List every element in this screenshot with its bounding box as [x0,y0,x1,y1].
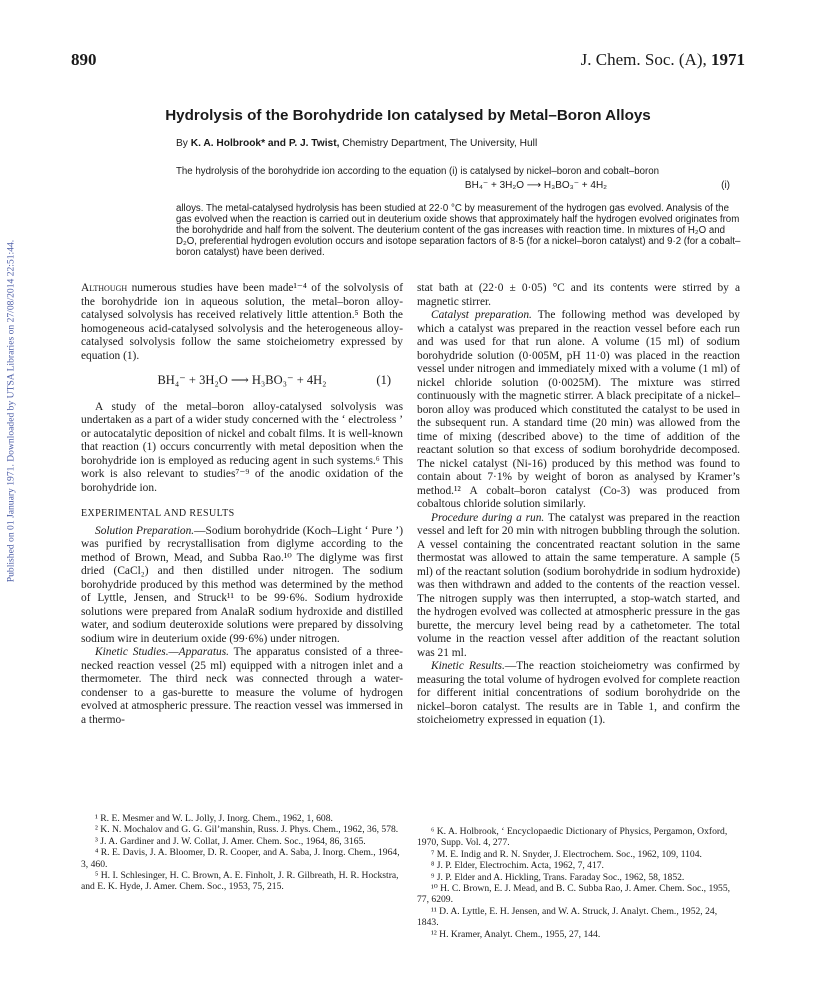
kinetic-heading: Kinetic Studies.—Apparatus. [95,646,229,658]
abstract-part2: alloys. The metal-catalysed hydrolysis has been studied at 22·0 °C by measurement of the hydrogen gas evolved. Analysis of the gas evolved when the reaction is carried out in deuterium oxide shows that approximately half the hydrogen evolved originates from the borohydride and half from the solvent. The deuterium content of the gas increases with reaction time. In mixtures of H₂O and D₂O, preferential hydrogen evolution occurs and isotope separation factors of 8·5 (for a nickel–boron catalyst) and 9·2 (for a cobalt–boron catalyst) have been derived. [176,203,741,258]
catalyst-heading: Catalyst preparation. [431,309,532,321]
abstract-equation: BH₄⁻ + 3H₂O ⟶ H₃BO₃⁻ + 4H₂ [464,180,608,191]
footnote: ¹² H. Kramer, Analyt. Chem., 1955, 27, 144. [431,928,601,940]
footnote: ⁷ M. E. Indig and R. N. Snyder, J. Electrochem. Soc., 1962, 109, 1104. [431,848,702,860]
continuation-paragraph: stat bath at (22·0 ± 0·05) °C and its contents were stirred by a magnetic stirrer. [417,282,740,308]
results-heading: Kinetic Results. [431,660,505,672]
kinetic-text: The apparatus consisted of a three-necked reaction vessel (25 ml) equipped with a nitrogen inlet and a thermometer. The third neck was connected through a water-condenser to a gas-burette to measure the volume of hydrogen evolved at atmospheric pressure. The reaction vessel was immersed in a thermo- [81,646,403,726]
footnote: ¹ R. E. Mesmer and W. L. Jolly, J. Inorg. Chem., 1962, 1, 608. [95,813,333,824]
intro-lead: Although [81,282,128,294]
byline [176,138,537,149]
results-text: —The reaction stoicheiometry was confirmed by measuring the total volume of hydrogen evolved for complete reaction for different initial concentrations of sodium borohydride on the nickel–boron catalyst. The results are in Table 1, and confirm the stoicheiometry expressed in equation (1). [417,660,740,726]
intro-text: numerous studies have been made¹⁻⁴ of the solvolysis of the borohydride ion in aqueous solution, the metal–boron alloy-catalysed solvolysis has received relatively little attention.⁵ Both the homogeneous acid-catalysed solvolysis and the heterogeneous alloy-catalysed solvolysis follow the same stoicheiometry expressed by equation (1). [81,282,403,362]
catalyst-paragraph [417,309,740,512]
side-note [4,225,18,597]
procedure-heading: Procedure during a run. [431,511,545,524]
results-paragraph [417,660,740,728]
kinetic-paragraph [81,646,403,727]
footnote: ³ J. A. Gardiner and J. W. Collat, J. Amer. Chem. Soc., 1964, 86, 3165. [95,835,366,847]
procedure-paragraph [417,512,740,661]
footnote: ¹¹ D. A. Lyttle, E. H. Jensen, and W. A. Struck, J. Analyt. Chem., 1952, 24, 1843. [417,905,718,929]
intro-paragraph [81,282,403,363]
footnote: ⁸ J. P. Elder, Electrochim. Acta, 1962, 7, 417. [431,860,604,872]
journal-header [581,50,745,70]
abstract-equation-number: (i) [721,180,730,191]
section-heading: EXPERIMENTAL AND RESULTS [81,508,235,519]
footnote: ⁹ J. P. Elder and A. Hickling, Trans. Faraday Soc., 1962, 58, 1852. [431,871,685,883]
footnote: ¹⁰ H. C. Brown, E. J. Mead, and B. C. Subba Rao, J. Amer. Chem. Soc., 1955, 77, 6209. [417,883,731,906]
abstract-part1: The hydrolysis of the borohydride ion according to the equation (i) is catalysed by nickel–boron and cobalt–boron [176,166,660,177]
paragraph-2: A study of the metal–boron alloy-catalysed solvolysis was undertaken as a part of a wider study concerned with the ‘ electroless ’ or autocatalytic deposition of nickel and cobalt films. It is well-known that reaction (1) occurs concurrently with metal deposition when the borohydride ion is employed as reducing agent in such systems.⁶ This work is also relevant to studies⁷⁻⁹ of the anodic oxidation of the borohydride ion. [81,400,403,494]
equation-1-number: (1) [376,373,391,387]
page-number: 890 [71,50,97,69]
footnotes-right [417,826,740,940]
solution-prep-paragraph [81,525,403,647]
equation-1-text: BH₄⁻ + 3H₂O ⟶ H₃BO₃⁻ + 4H₂ [157,373,327,387]
byline-prefix: By [176,138,188,149]
download-notice-link[interactable]: Published on 01 January 1971. Downloaded by UTSA Libraries on 27/08/2014 22:51:44. [5,239,17,583]
footnote: ² K. N. Mochalov and G. G. Gil’manshin, Russ. J. Phys. Chem., 1962, 36, 578. [95,824,399,836]
affiliation: Chemistry Department, The University, Hull [342,138,538,149]
authors: K. A. Holbrook* and P. J. Twist, [190,138,340,149]
right-column [417,282,740,728]
solution-prep-heading: Solution Preparation. [95,524,195,537]
footnote: ⁴ R. E. Davis, J. A. Bloomer, D. R. Cooper, and A. Saba, J. Inorg. Chem., 1964, 3, 460. [81,847,400,870]
footnote: ⁵ H. I. Schlesinger, H. C. Brown, A. E. Finholt, J. R. Gilbreath, H. R. Hockstra, and E. K. Hyde, J. Amer. Chem. Soc., 1953, 75, 215. [81,870,399,893]
journal-name: J. Chem. Soc. (A), [580,50,707,69]
equation-1 [81,374,403,388]
catalyst-text: The following method was developed by which a catalyst was prepared in the reaction vessel before each run and was used for that run alone. A volume (15 ml) of sodium borohydride solution (0·005M, pH 11·0) was placed in the reaction vessel under nitrogen and immediately mixed with a volume (1 ml) of nickel chloride solution (0·0025M). The mixture was stirred continuously with the magnetic stirrer. A black precipitate of a nickel–boron alloy was produced which constituted the catalyst to be used in the subsequent run. A standard time (20 min) was allowed from the time of mixing (described above) to the time of addition of the reactant solution so that excess of sodium borohydride decomposed. The nickel catalyst (Ni-16) produced by this method was found to contain about 7·1% by weight of boron as analysed by Kramer’s method.¹² A cobalt–boron catalyst (Co-3) was produced from cobaltous chloride solution similarly. [417,309,741,510]
paper-title: Hydrolysis of the Borohydride Ion catalysed by Metal–Boron Alloys [165,107,651,124]
footnotes-left [81,813,403,893]
journal-year: 1971 [711,50,745,69]
footnote: ⁶ K. A. Holbrook, ‘ Encyclopaedic Dictionary of Physics, Pergamon, Oxford, 1970, Supp. Vol. 4, 277. [417,826,728,849]
left-column [81,282,403,727]
solution-prep-text: —Sodium borohydride (Koch–Light ‘ Pure ’) was purified by recrystallisation from diglyme according to the method of Brown, Mead, and Subba Rao.¹⁰ The diglyme was first dried (CaCl₂) and then distilled under nitrogen. The sodium borohydride produced by this method was determined by the method of Lyttle, Jensen, and Struck¹¹ to be 99·6%. Sodium hydroxide solutions were prepared from AnalaR sodium hydroxide and distilled water, and sodium deuteroxide solutions were prepared by dissolving sodium wire in deuterium oxide (99·6%) under nitrogen. [81,524,403,645]
procedure-text: The catalyst was prepared in the reaction vessel and left for 20 min with nitrogen bubbling through the solution. A vessel containing the concentrated reactant solution in the same thermostat was allowed to attain the same temperature. A sample (5 ml) of the reactant solution (sodium borohydride in sodium hydroxide) was then withdrawn and added to the contents of the reaction vessel. The nitrogen supply was then interrupted, a stop-watch started, and the hydrogen evolved was collected at atmospheric pressure in the gas burette, the mercury level being read by a cathetometer. The total volume in the reaction vessel after addition of the reactant solution was 21 ml. [417,511,740,659]
